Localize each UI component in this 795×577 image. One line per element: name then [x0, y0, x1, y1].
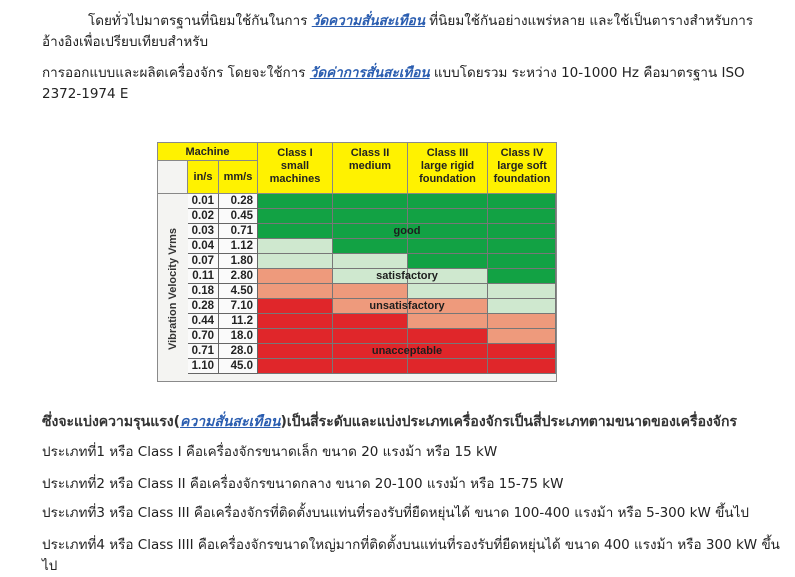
- severity-cell-unacceptable: [408, 329, 488, 344]
- in-s-value: 0.11: [188, 269, 219, 284]
- severity-cell-good: [333, 239, 408, 254]
- severity-cell-unacceptable: [258, 344, 333, 359]
- severity-cell-good: [408, 254, 488, 269]
- zone-label-satisfactory: satisfactory: [376, 270, 438, 282]
- severity-cell-good: [488, 269, 556, 284]
- mm-s-value: 1.80: [219, 254, 258, 269]
- vibration-link-2[interactable]: ความสั่นสะเทือน: [180, 414, 281, 430]
- mm-s-value: 2.80: [219, 269, 258, 284]
- in-s-value: 0.28: [188, 299, 219, 314]
- severity-cell-unacceptable: [258, 299, 333, 314]
- class-1-header: Class I small machines: [258, 143, 333, 194]
- severity-cell-good: [488, 239, 556, 254]
- severity-cell-unsatisfactory: [408, 314, 488, 329]
- design-paragraph: การออกแบบและผลิตเครื่องจักร โดยจะใช้การ วัดค่าการสั่นสะเทือน แบบโดยรวม ระหว่าง 10-1000 Hz คือมาตรฐาน ISO 2372-1974 E: [42, 65, 745, 102]
- severity-cell-unacceptable: [333, 329, 408, 344]
- mm-s-value: 0.28: [219, 194, 258, 209]
- severity-cell-unacceptable: [258, 329, 333, 344]
- severity-cell-unacceptable: [488, 359, 556, 374]
- in-s-value: 0.01: [188, 194, 219, 209]
- severity-cell-unsatisfactory: [333, 284, 408, 299]
- severity-cell-good: [488, 194, 556, 209]
- in-s-value: 0.02: [188, 209, 219, 224]
- severity-cell-good: [258, 209, 333, 224]
- in-s-value: 0.44: [188, 314, 219, 329]
- class-3-header: Class III large rigid foundation: [408, 143, 488, 194]
- severity-cell-good: [333, 194, 408, 209]
- zone-label-unacceptable: unacceptable: [371, 345, 443, 357]
- severity-cell-good: [488, 254, 556, 269]
- severity-cell-unacceptable: [488, 344, 556, 359]
- class-3-description: ประเภทที่3 หรือ Class III คือเครื่องจักรที่ติดตั้งบนแท่นที่รองรับที่ยืดหยุ่นได้ ขนาด 100-400 แรงม้า หรือ 5-300 kW ขึ้นไป: [42, 505, 749, 521]
- severity-cell-satisfactory: [488, 299, 556, 314]
- severity-cell-satisfactory: [408, 284, 488, 299]
- severity-cell-good: [258, 194, 333, 209]
- vibration-link-1[interactable]: วัดความสั่นสะเทือน: [311, 13, 425, 29]
- mm-s-value: 28.0: [219, 344, 258, 359]
- in-s-value: 0.07: [188, 254, 219, 269]
- class-4-description: ประเภทที่4 หรือ Class IIII คือเครื่องจักรขนาดใหญ่มากที่ติดตั้งบนแท่นที่รองรับที่ยืดหยุ่นได้ ขนาด 400 แรงม้า หรือ 300 kW ขึ้นไป: [42, 537, 780, 574]
- severity-cell-good: [408, 209, 488, 224]
- severity-cell-good: [258, 224, 333, 239]
- zone-label-good: good: [393, 225, 421, 237]
- severity-cell-unsatisfactory: [258, 269, 333, 284]
- severity-cell-good: [408, 194, 488, 209]
- mm-s-value: 11.2: [219, 314, 258, 329]
- mm-s-value: 7.10: [219, 299, 258, 314]
- mm-s-value: 0.71: [219, 224, 258, 239]
- in-s-value: 0.70: [188, 329, 219, 344]
- severity-cell-unsatisfactory: [258, 284, 333, 299]
- y-axis-label: Vibration Velocity Vrms: [167, 227, 179, 350]
- severity-cell-satisfactory: [488, 284, 556, 299]
- severity-cell-unacceptable: [408, 359, 488, 374]
- severity-cell-unacceptable: [333, 359, 408, 374]
- unit-in-s: in/s: [188, 161, 219, 194]
- in-s-value: 0.71: [188, 344, 219, 359]
- iso-vibration-chart: [157, 142, 557, 382]
- severity-heading: ซึ่งจะแบ่งความรุนแรง(ความสั่นสะเทือน)เป็นสี่ระดับและแบ่งประเภทเครื่องจักรเป็นสี่ประเภทตามขนาดของเครื่องจักร: [42, 414, 738, 430]
- vibration-value-link[interactable]: วัดค่าการสั่นสะเทือน: [309, 65, 430, 81]
- severity-cell-good: [488, 209, 556, 224]
- severity-cell-good: [408, 239, 488, 254]
- severity-cell-satisfactory: [258, 239, 333, 254]
- severity-cell-satisfactory: [333, 254, 408, 269]
- intro-paragraph: โดยทั่วไปมาตรฐานที่นิยมใช้กันในการ วัดความสั่นสะเทือน ที่นิยมใช้กันอย่างแพร่หลาย และใช้เป็นตารางสำหรับการอ้างอิงเพื่อเปรียบเทียบสำหรับ: [42, 13, 754, 50]
- severity-cell-unsatisfactory: [488, 314, 556, 329]
- severity-cell-good: [333, 209, 408, 224]
- mm-s-value: 0.45: [219, 209, 258, 224]
- machine-header: Machine: [158, 143, 258, 161]
- severity-cell-satisfactory: [258, 254, 333, 269]
- severity-cell-unacceptable: [258, 314, 333, 329]
- zone-label-unsatisfactory: unsatisfactory: [369, 300, 445, 312]
- severity-cell-unacceptable: [333, 314, 408, 329]
- class-4-header: Class IV large soft foundation: [488, 143, 556, 194]
- in-s-value: 0.03: [188, 224, 219, 239]
- severity-cell-unsatisfactory: [488, 329, 556, 344]
- in-s-value: 0.18: [188, 284, 219, 299]
- unit-mm-s: mm/s: [219, 161, 258, 194]
- mm-s-value: 45.0: [219, 359, 258, 374]
- in-s-value: 1.10: [188, 359, 219, 374]
- class-2-description: ประเภทที่2 หรือ Class II คือเครื่องจักรขนาดกลาง ขนาด 20-100 แรงม้า หรือ 15-75 kW: [42, 476, 564, 492]
- severity-cell-unacceptable: [258, 359, 333, 374]
- class-2-header: Class II medium: [333, 143, 408, 194]
- severity-cell-good: [488, 224, 556, 239]
- mm-s-value: 4.50: [219, 284, 258, 299]
- class-1-description: ประเภทที่1 หรือ Class I คือเครื่องจักรขนาดเล็ก ขนาด 20 แรงม้า หรือ 15 kW: [42, 444, 498, 460]
- mm-s-value: 1.12: [219, 239, 258, 254]
- mm-s-value: 18.0: [219, 329, 258, 344]
- in-s-value: 0.04: [188, 239, 219, 254]
- corner-cell: [158, 161, 188, 194]
